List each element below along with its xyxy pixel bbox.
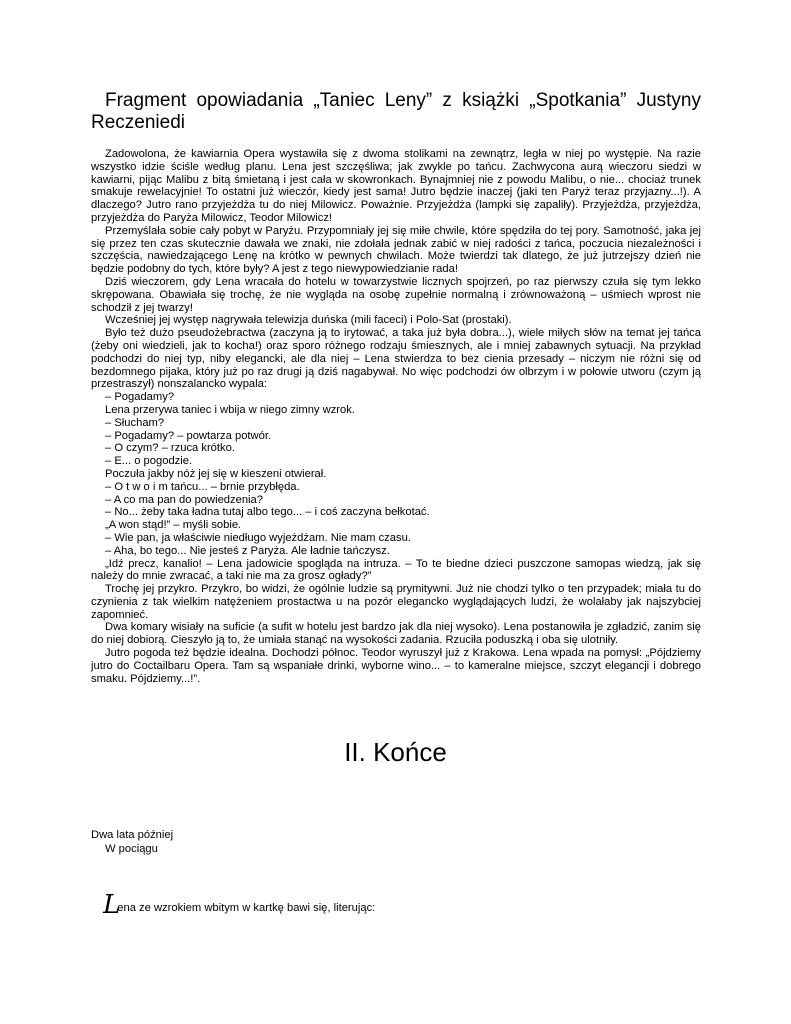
body-text: [91, 148, 701, 685]
paragraph: Jutro pogoda też będzie idealna. Dochodzi północ. Teodor wyruszył już z Krakowa. Lena wpada na pomysł: „Pójdziemy jutro do Coctailbaru Opera. Tam są wspaniałe drinki, wyborne wino... – to kameralne miejsce, szczyt elegancji i dobrego smaku. Pójdziemy...!”.: [91, 647, 701, 685]
dialogue-line: Lena przerywa taniec i wbija w niego zimny wzrok.: [105, 403, 355, 416]
scene-time: Dwa lata później: [91, 829, 174, 841]
dialogue-line: – O czym? – rzuca krótko.: [105, 442, 235, 455]
chapter-heading: II. Końce: [344, 737, 447, 767]
title-line-1: Fragment opowiadania „Taniec Leny” z książki „Spotkania” Justyny: [105, 90, 701, 111]
dialogue-line: – Słucham?: [105, 416, 165, 429]
dialogue-line: Poczuła jakby nóż jej się w kieszeni otwierał.: [105, 467, 327, 480]
paragraph: Przemyślała sobie cały pobyt w Paryżu. Przypomniały jej się miłe chwile, które spędziła do tej pory. Samotność, jaka jej się przez ten czas skutecznie dawała we znaki, nie zdołała jednak zabić w niej radości z tańca, poczucia niezależności i szczęścia, nawiedzającego Lenę na krótko w pewnych chwilach. Może twierdzi tak dlatego, że już jutrzejszy dzień nie będzie podobny do tych, które były? A jest z tego niewypowiedzianie rada!: [91, 224, 701, 276]
paragraph: Zadowolona, że kawiarnia Opera wystawiła się z dwoma stolikami na zewnątrz, legła w niej po występie. Na razie wszystko idzie ściśle według planu. Lena jest szczęśliwa; jak zwykle po tańcu. Zachwycona aurą wieczoru siedzi w kawiarni, pijąc Malibu z bitą śmietaną i jest cała w skowronkach. Bynajmniej nie z powodu Malibu, o nie... chociaż trunek smakuje rewelacyjnie! To ostatni już wieczór, kiedy jest sama! Jutro będzie inaczej (jaki ten Paryż teraz przyjazny...!). A dlaczego? Jutro rano przyjeżdża tu do niej Milowicz. Poważnie. Przyjeżdża (lampki się zapaliły). Przyjeżdża, przyjeżdża, przyjeżdża do Paryża Milowicz, Teodor Milowicz!: [91, 148, 701, 224]
dialogue-line: – No... żeby taka ładna tutaj albo tego... – i coś zaczyna bełkotać.: [105, 506, 430, 519]
dialogue-line: – Aha, bo tego... Nie jesteś z Paryża. Ale ładnie tańczysz.: [105, 544, 390, 557]
dialogue-line: – E... o pogodzie.: [105, 455, 193, 468]
scene-place: W pociągu: [105, 843, 158, 855]
paragraph: Dziś wieczorem, gdy Lena wracała do hotelu w towarzystwie licznych spojrzeń, po raz pierwszy czuła się tym lekko skrępowana. Obawiała się trochę, że nie wygląda na osobę zupełnie normalną i zrównoważoną – uśmiech wprost nie schodził z jej twarzy!: [91, 275, 701, 314]
dialogue-line: „A won stąd!” – myśli sobie.: [105, 519, 242, 532]
paragraph: „Idź precz, kanalio! – Lena jadowicie spogląda na intruza. – To te biedne dzieci puszczone samopas wiedzą, jak się należy do mnie zwracać, a taki nie ma za grosz ogłady?”: [91, 557, 701, 583]
paragraph: Dwa komary wisiały na suficie (a sufit w hotelu jest bardzo jak dla niej wysoko). Lena postanowiła je zgładzić, zanim się do niej dobiorą. Cieszyło ją to, że umiała stanąć na wysokości zadania. Rzuciła poduszką i oba się ulotniły.: [91, 621, 701, 647]
dialogue-line: Wcześniej jej występ nagrywała telewizja duńska (mili faceci) i Polo-Sat (prostaki).: [105, 314, 512, 327]
paragraph: Trochę jej przykro. Przykro, bo widzi, że ogólnie ludzie są prymitywni. Już nie chodzi tylko o ten przypadek; miała tu do czynienia z tak wielkim natężeniem prostactwa u na pozór elegancko wyglądających ludzi, że wolałaby jak najszybciej zapomnieć.: [91, 583, 701, 621]
paragraph: Było też dużo pseudożebractwa (zaczyna ją to irytować, a taka już była dobra...), wiele miłych słów na temat jej tańca (żeby oni wiedzieli, jak to kocha!) oraz sporo różnego rodzaju śmiesznych, ale i mniej zabawnych sytuacji. Na przykład podchodzi do niej typ, niby elegancki, ale dla niej – Lena stwierdza to bez cienia przesady – niczym nie różni się od bezdomnego pijaka, który już po raz drugi ją dziś nagabywał. No więc podchodzi ów olbrzym i w połowie utworu (czym ją przestraszył) nonszalancko wypala:: [91, 327, 701, 391]
page-title: [91, 90, 701, 134]
dialogue-line: – O t w o i m tańcu... – brnie przybłęda.: [105, 480, 300, 493]
dialogue-line: – A co ma pan do powiedzenia?: [105, 493, 263, 506]
dialogue-line: – Pogadamy? – powtarza potwór.: [105, 429, 272, 442]
opening-text: ena ze wzrokiem wbitym w kartkę bawi się, literując:: [117, 902, 376, 914]
opening-line: [103, 890, 376, 920]
drop-cap-letter: L: [103, 890, 121, 920]
dialogue-line: – Pogadamy?: [105, 391, 175, 404]
scene-header: [91, 828, 173, 856]
dialogue-line: – Wie pan, ja właściwie niedługo wyjeżdżam. Nie mam czasu.: [105, 531, 411, 544]
title-line-2: Reczeniedi: [91, 112, 185, 133]
